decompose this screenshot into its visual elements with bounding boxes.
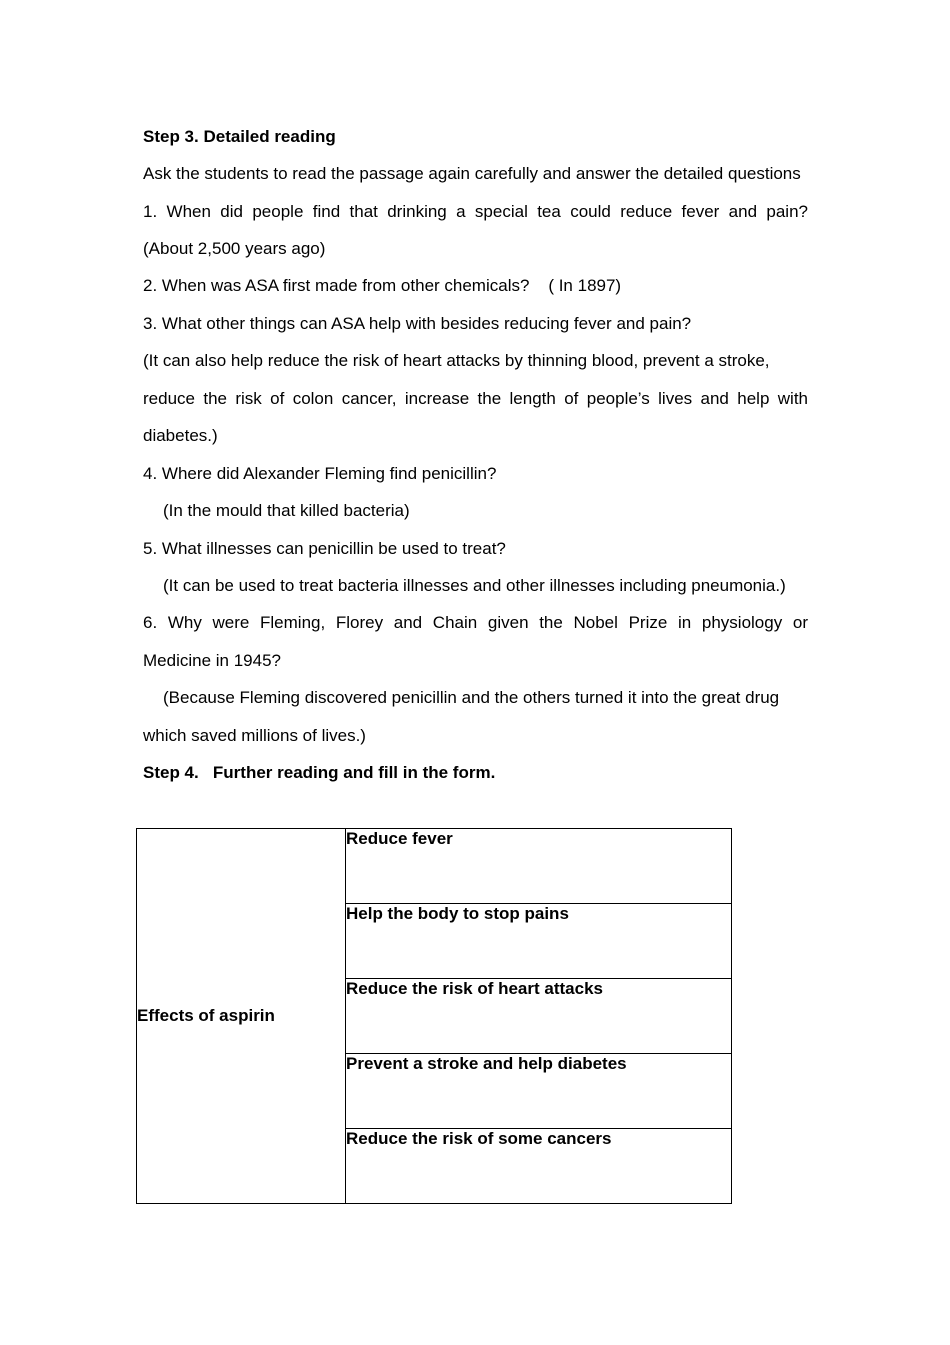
- question-6-line-1: 6. Why were Fleming, Florey and Chain given the Nobel Prize in physiology or: [143, 613, 808, 632]
- effect-cell: Reduce fever: [346, 829, 732, 904]
- question-1: 1. When did people find that drinking a special tea could reduce fever and pain?: [143, 202, 808, 221]
- step3-intro: Ask the students to read the passage again carefully and answer the detailed questions: [143, 164, 801, 183]
- answer-3-line-3: diabetes.): [143, 426, 218, 445]
- question-2: 2. When was ASA first made from other chemicals? ( In 1897): [143, 276, 622, 295]
- answer-6-line-1: (Because Fleming discovered penicillin and the others turned it into the great drug: [163, 688, 780, 707]
- aspirin-effects-table: [136, 828, 732, 1204]
- effect-cell: Prevent a stroke and help diabetes: [346, 1054, 732, 1129]
- answer-1: (About 2,500 years ago): [143, 239, 326, 258]
- table-row: [137, 829, 732, 904]
- question-3: 3. What other things can ASA help with besides reducing fever and pain?: [143, 314, 692, 333]
- question-5: 5. What illnesses can penicillin be used to treat?: [143, 539, 506, 558]
- question-6-line-2: Medicine in 1945?: [143, 651, 281, 670]
- effect-cell: Reduce the risk of heart attacks: [346, 979, 732, 1054]
- effect-cell: Reduce the risk of some cancers: [346, 1129, 732, 1204]
- answer-6-line-2: which saved millions of lives.): [143, 726, 366, 745]
- row-header-cell: Effects of aspirin: [137, 829, 346, 1204]
- answer-3-line-2: reduce the risk of colon cancer, increase the length of people’s lives and help with: [143, 389, 808, 408]
- answer-5: (It can be used to treat bacteria illnesses and other illnesses including pneumonia.): [163, 576, 786, 595]
- answer-4: (In the mould that killed bacteria): [163, 501, 410, 520]
- answer-3-line-1: (It can also help reduce the risk of heart attacks by thinning blood, prevent a stroke,: [143, 351, 770, 370]
- question-4: 4. Where did Alexander Fleming find penicillin?: [143, 464, 497, 483]
- step4-heading: Step 4. Further reading and fill in the form.: [143, 763, 496, 782]
- step3-heading: Step 3. Detailed reading: [143, 127, 336, 146]
- effect-cell: Help the body to stop pains: [346, 904, 732, 979]
